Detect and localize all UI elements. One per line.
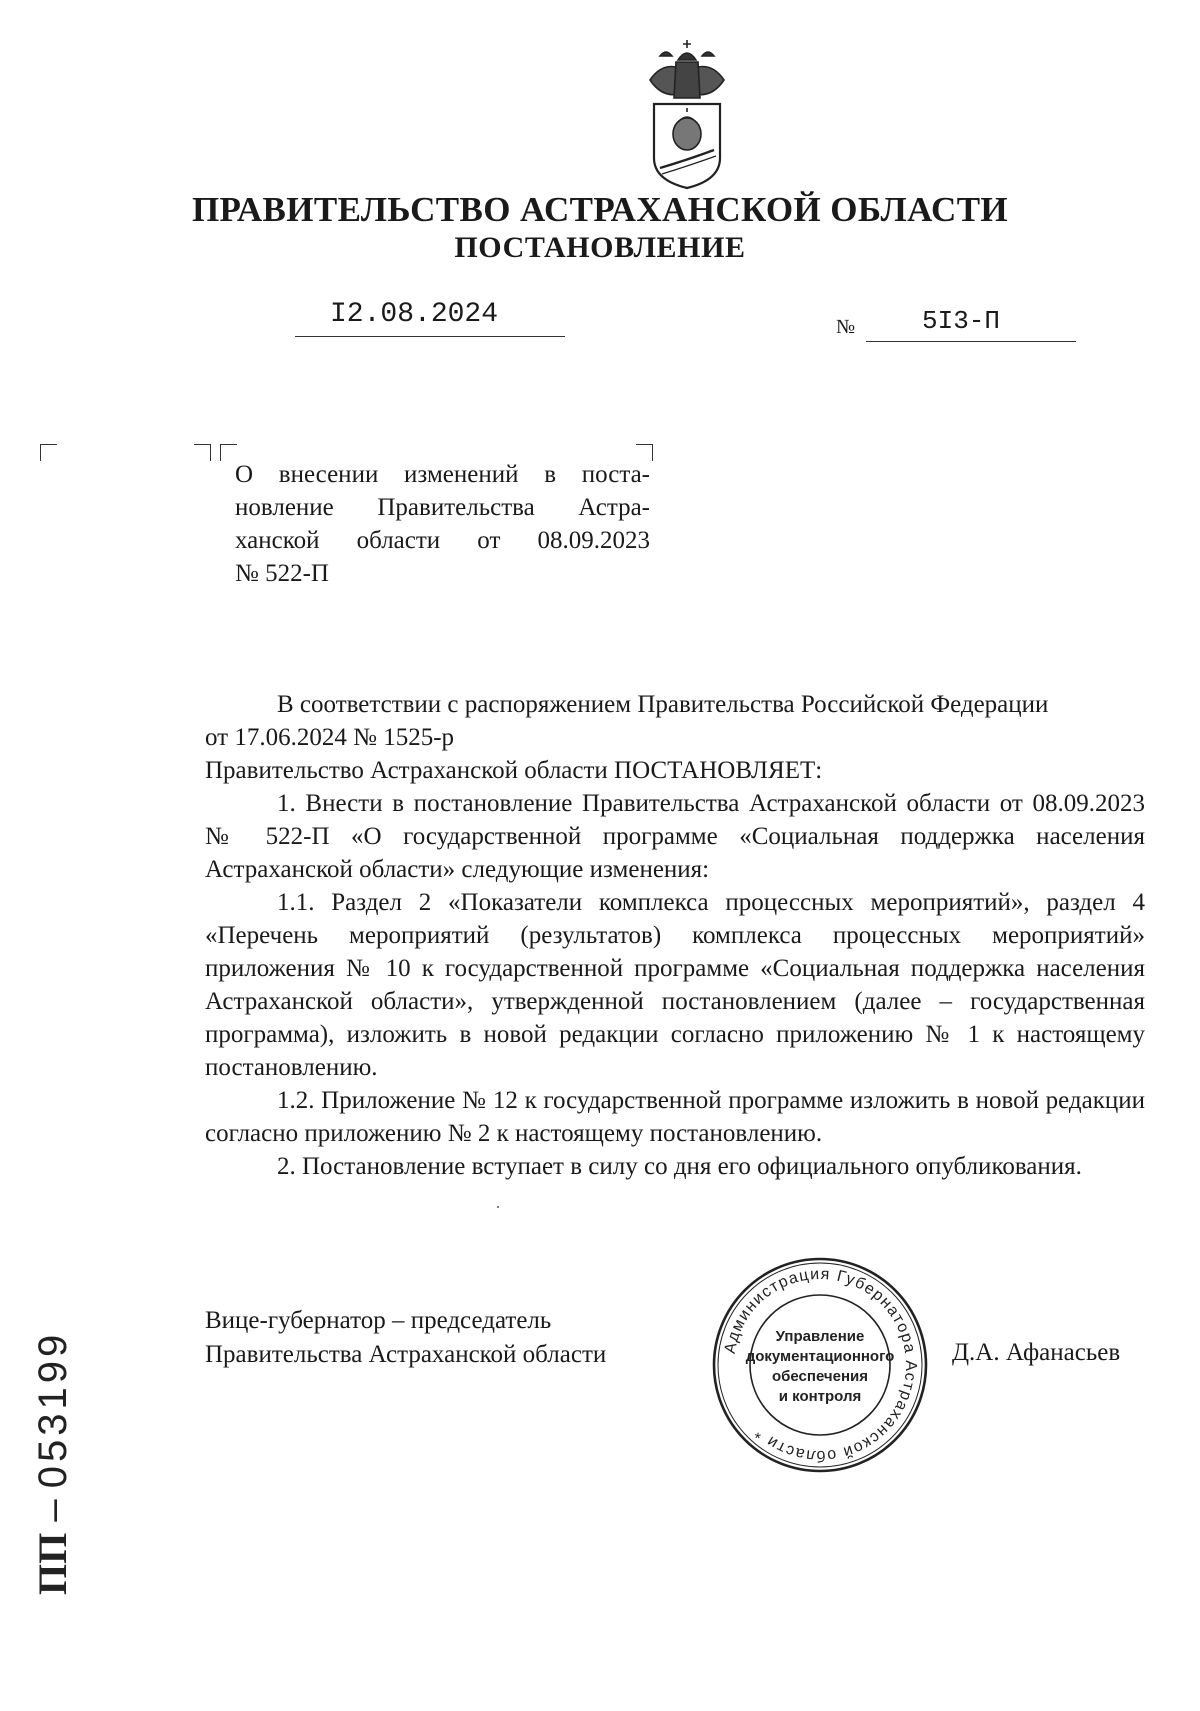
resolution-body bbox=[205, 688, 1145, 1183]
item-1: 1. Внести в постановление Правительства Астраханской области от 08.09.2023 № 522-П «О государственной программе «Социальная поддержка населения Астраханской области» следующие изменения: bbox=[205, 790, 1145, 883]
corner-mark-subject-open-right bbox=[194, 444, 211, 461]
item-2: 2. Постановление вступает в силу со дня его официального опубликования. bbox=[277, 1153, 1082, 1180]
number-sign: № bbox=[836, 316, 856, 338]
item-1-1: 1.1. Раздел 2 «Показатели комплекса процессных мероприятий», раздел 4 «Перечень мероприятий (результатов) комплекса процессных мероприятий» приложения № 10 к государственной программе «Социальная поддержка населения Астраханской области», утвержденной постановлением (далее – государственная программа), изложить в новой редакции согласно приложению № 1 к настоящему постановлению. bbox=[205, 889, 1145, 1081]
government-title: ПРАВИТЕЛЬСТВО АСТРАХАНСКОЙ ОБЛАСТИ bbox=[191, 190, 1009, 229]
subject-line: ханской области от 08.09.2023 bbox=[235, 527, 650, 554]
serial-dash: – bbox=[31, 1488, 75, 1522]
official-seal-stamp bbox=[710, 1255, 930, 1475]
document-type-heading: ПОСТАНОВЛЕНИЕ bbox=[454, 231, 746, 264]
number-underline bbox=[866, 341, 1076, 342]
preamble-text: В соответствии с распоряжением Правительства Российской Федерации bbox=[277, 691, 1049, 718]
item-1-2: 1.2. Приложение № 12 к государственной программе изложить в новой редакции согласно приложению № 2 к настоящему постановлению. bbox=[205, 1087, 1145, 1147]
resolution-number: 5I3-П bbox=[922, 306, 1001, 336]
subject-line: № 522-П bbox=[235, 560, 329, 587]
scan-speck bbox=[497, 1206, 499, 1208]
corner-mark-left bbox=[40, 444, 57, 461]
signatory-title-line: Вице-губернатор – председатель bbox=[205, 1307, 552, 1334]
svg-text:обеспечения: обеспечения bbox=[771, 1368, 869, 1385]
serial-digits: 053199 bbox=[31, 1330, 75, 1489]
resolution-date: I2.08.2024 bbox=[330, 299, 499, 330]
serial-prefix: ПП bbox=[30, 1532, 75, 1595]
svg-text:и контроля: и контроля bbox=[778, 1388, 862, 1405]
date-underline bbox=[295, 336, 565, 337]
svg-text:Управление: Управление bbox=[775, 1328, 865, 1345]
svg-text:Администрация Губернатора Астр: Администрация Губернатора Астраханской области * bbox=[721, 1265, 920, 1465]
signatory-name: Д.А. Афанасьев bbox=[952, 1339, 1121, 1366]
subject-line: О внесении изменений в поста- bbox=[235, 461, 650, 488]
signatory-title bbox=[205, 1304, 606, 1372]
subject-block bbox=[235, 458, 650, 590]
svg-text:документационного: документационного bbox=[745, 1348, 895, 1365]
signatory-title-line: Правительства Астраханской области bbox=[205, 1341, 607, 1368]
coat-of-arms-emblem bbox=[640, 38, 734, 190]
serial-number bbox=[18, 1330, 88, 1595]
subject-line: новление Правительства Астра- bbox=[235, 494, 650, 521]
resolving-clause: Правительство Астраханской области ПОСТАНОВЛЯЕТ: bbox=[205, 757, 823, 784]
preamble-reference: от 17.06.2024 № 1525-р bbox=[205, 724, 455, 751]
